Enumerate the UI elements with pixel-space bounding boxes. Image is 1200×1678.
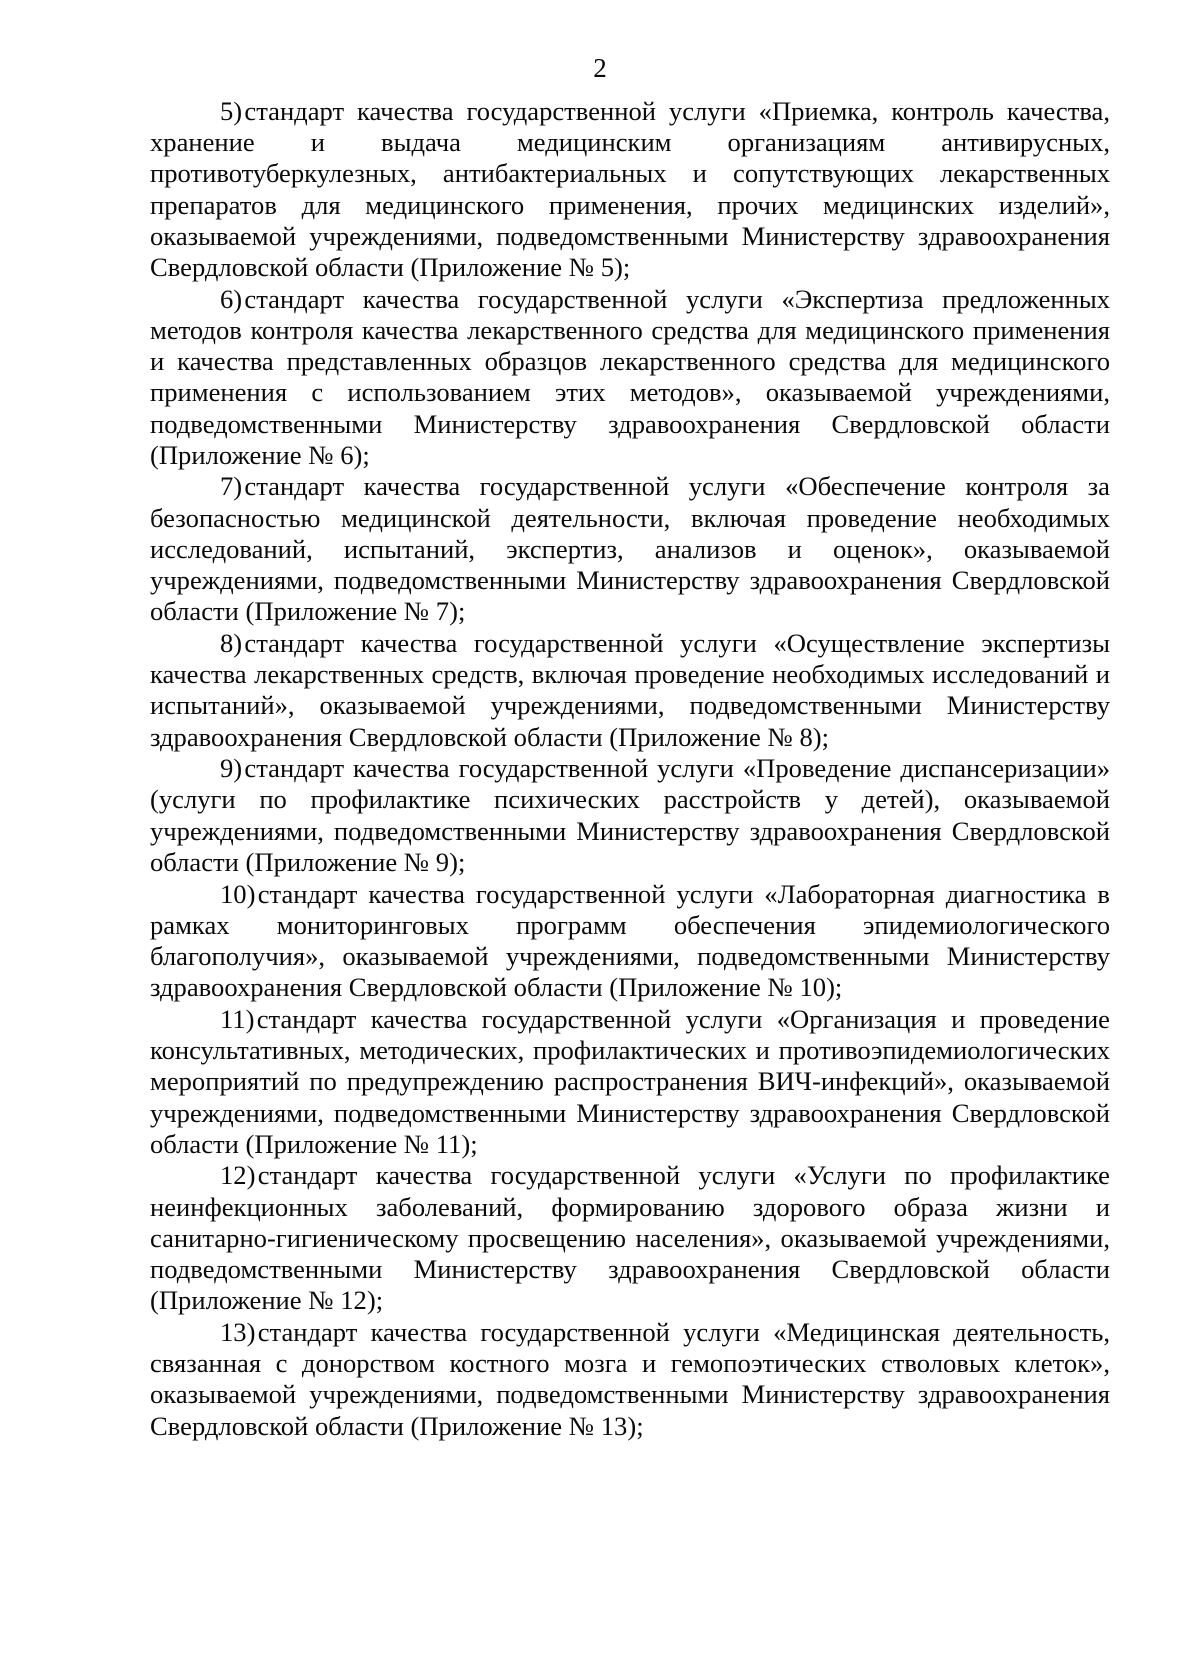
- item-number: 12): [220, 1160, 256, 1191]
- item-text: стандарт качества государственной услуги «Экспертиза предложенных методов контроля качества лекарственного средства для медицинского применения и качества представленных образцов лекарственного средства для медицинского применения с использованием этих методов», оказываемой учреждениями, подведомственными Министерству здравоохранения Свердловской области (Приложение № 6);: [150, 283, 1110, 470]
- item-text: стандарт качества государственной услуги «Организация и проведение консультативных, методических, профилактических и противоэпидемиологических мероприятий по предупреждению распространения ВИЧ-инфекций», оказываемой учреждениями, подведомственными Министерству здравоохранения Свердловской области (Приложение № 11);: [150, 1003, 1110, 1159]
- list-item-5: [150, 96, 1110, 283]
- item-text: стандарт качества государственной услуги «Проведение диспансеризации» (услуги по профилактике психических расстройств у детей), оказываемой учреждениями, подведомственными Министерству здравоохранения Свердловской области (Приложение № 9);: [150, 753, 1110, 877]
- item-number: 7): [220, 471, 243, 502]
- list-item-11: [150, 1004, 1110, 1160]
- page-number: 2: [593, 53, 607, 83]
- list-item-13: [150, 1317, 1110, 1442]
- item-number: 9): [220, 753, 243, 784]
- list-item-12: [150, 1160, 1110, 1316]
- list-item-9: [150, 753, 1110, 878]
- item-text: стандарт качества государственной услуги «Медицинская деятельность, связанная с донорством костного мозга и гемопоэтических стволовых клеток», оказываемой учреждениями, подведомственными Министерству здравоохранения Свердловской области (Приложение № 13);: [150, 1316, 1110, 1441]
- item-number: 10): [220, 878, 256, 909]
- item-text: стандарт качества государственной услуги «Приемка, контроль качества, хранение и выдача медицинским организациям антивирусных, противотуберкулезных, антибактериальных и сопутствующих лекарственных препаратов для медицинского применения, прочих медицинских изделий», оказываемой учреждениями, подведомственными Министерству здравоохранения Свердловской области (Приложение № 5);: [150, 96, 1110, 283]
- item-text: стандарт качества государственной услуги «Лабораторная диагностика в рамках мониторинговых программ обеспечения эпидемиологического благополучия», оказываемой учреждениями, подведомственными Министерству здравоохранения Свердловской области (Приложение № 10);: [150, 878, 1110, 1003]
- item-text: стандарт качества государственной услуги «Обеспечение контроля за безопасностью медицинской деятельности, включая проведение необходимых исследований, испытаний, экспертиз, анализов и оценок», оказываемой учреждениями, подведомственными Министерству здравоохранения Свердловской области (Приложение № 7);: [150, 471, 1110, 627]
- list-item-8: [150, 628, 1110, 753]
- item-number: 5): [220, 96, 243, 126]
- document-body: [150, 96, 1110, 1442]
- item-number: 13): [220, 1316, 256, 1347]
- item-number: 8): [220, 627, 243, 658]
- list-item-7: [150, 471, 1110, 627]
- list-item-6: [150, 284, 1110, 471]
- item-number: 6): [220, 283, 243, 314]
- item-number: 11): [220, 1003, 255, 1034]
- list-item-10: [150, 879, 1110, 1004]
- item-text: стандарт качества государственной услуги «Услуги по профилактике неинфекционных заболеваний, формированию здорового образа жизни и санитарно-гигиеническому просвещению населения», оказываемой учреждениями, подведомственными Министерству здравоохранения Свердловской области (Приложение № 12);: [150, 1160, 1110, 1316]
- item-text: стандарт качества государственной услуги «Осуществление экспертизы качества лекарственных средств, включая проведение необходимых исследований и испытаний», оказываемой учреждениями, подведомственными Министерству здравоохранения Свердловской области (Приложение № 8);: [150, 627, 1110, 752]
